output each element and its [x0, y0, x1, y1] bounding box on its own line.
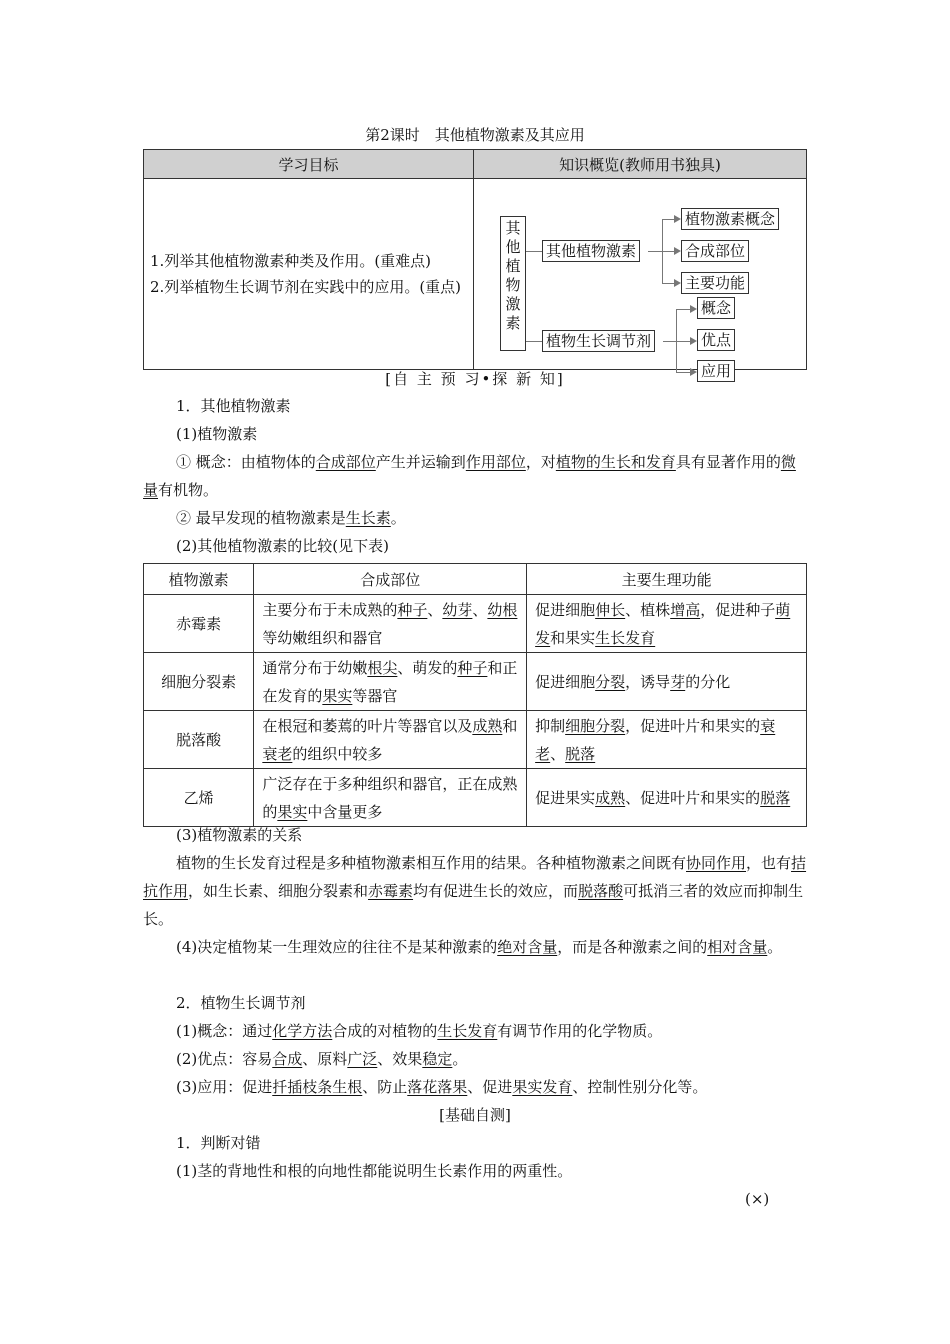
arrow-icon — [690, 305, 697, 313]
connector — [662, 219, 674, 220]
answer: 脱落 — [565, 744, 596, 763]
main-function — [527, 653, 807, 711]
text: (3)应用：促进 — [176, 1078, 273, 1096]
answer: 细胞分裂 — [565, 716, 626, 735]
answer: 分裂 — [595, 672, 626, 691]
answer: 成熟 — [472, 716, 503, 735]
main-function — [527, 769, 807, 827]
subheading-plant-hormones: (1)植物激素 — [176, 425, 258, 443]
item-reg-concept: 概念 — [697, 297, 735, 319]
text: 。 — [390, 509, 406, 527]
answer: 绝对含量 — [497, 938, 558, 956]
text: 、控制性别分化等。 — [572, 1078, 708, 1096]
answer: 植物的生长和发育 — [555, 453, 676, 471]
text: 促进果实 — [535, 788, 596, 807]
relative-content-paragraph — [143, 933, 807, 961]
test-heading: [基础自测] — [439, 1106, 511, 1124]
answer: 萌发 — [535, 600, 791, 647]
text: 和 — [502, 716, 518, 735]
synthesis-site — [254, 653, 527, 711]
knowledge-diagram — [474, 179, 807, 380]
text: 具有显著作用的 — [675, 453, 781, 471]
answer: 果实 — [277, 802, 308, 821]
text: ① 概念：由植物体的 — [176, 453, 316, 471]
table-row — [144, 769, 807, 827]
text: 和果实 — [550, 628, 596, 647]
synthesis-site — [254, 769, 527, 827]
text: 、效果 — [377, 1050, 423, 1068]
hormone-name: 乙烯 — [144, 769, 254, 827]
item-reg-application: 应用 — [697, 360, 735, 382]
text: 的分化 — [685, 672, 731, 691]
answer: 脱落酸 — [578, 882, 624, 900]
answer: 赤霉素 — [368, 882, 414, 900]
text: 、防止 — [362, 1078, 408, 1096]
connector — [526, 341, 542, 342]
item-synthesis-site: 合成部位 — [681, 240, 749, 262]
question-1: (1)茎的背地性和根的向地性都能说明生长素作用的两重性。 — [176, 1162, 573, 1180]
text: (1)概念：通过 — [176, 1022, 273, 1040]
relationship-paragraph — [143, 849, 807, 933]
overview-header: 知识概览(教师用书独具) — [474, 150, 807, 179]
text: 。 — [767, 938, 783, 956]
answer: 合成 — [272, 1050, 303, 1068]
text: 、促进叶片和果实的 — [625, 788, 761, 807]
text: 、 — [472, 600, 488, 619]
answer: 幼芽 — [442, 600, 473, 619]
page-title: 第2课时 其他植物激素及其应用 — [365, 126, 585, 144]
arrow-icon — [674, 215, 681, 223]
answer: 扦插枝条生根 — [272, 1078, 363, 1096]
answer: 种子 — [457, 658, 488, 677]
hormone-name: 细胞分裂素 — [144, 653, 254, 711]
text: 主要分布于未成熟的 — [262, 600, 398, 619]
text: 有机物。 — [158, 481, 219, 499]
text: 的组织中较多 — [292, 744, 383, 763]
connector — [526, 251, 542, 252]
connector — [648, 251, 662, 252]
text: 通常分布于幼嫩 — [262, 658, 368, 677]
table-row — [144, 711, 807, 769]
main-function — [527, 595, 807, 653]
table-row — [144, 653, 807, 711]
regulator-advantages — [143, 1045, 807, 1073]
answer: 衰老 — [262, 744, 293, 763]
answer: 合成部位 — [315, 453, 376, 471]
text: ，对 — [525, 453, 556, 471]
col-header: 主要生理功能 — [527, 564, 807, 595]
text: ，诱导 — [625, 672, 671, 691]
answer: 相对含量 — [707, 938, 768, 956]
heading-regulators: 2．植物生长调节剂 — [176, 994, 306, 1012]
text: 有调节作用的化学物质。 — [497, 1022, 663, 1040]
text: 促进细胞 — [535, 600, 596, 619]
answer: 幼根 — [487, 600, 518, 619]
text: ，如生长素、细胞分裂素和 — [188, 882, 369, 900]
hormone-comparison-table — [143, 563, 807, 827]
first-hormone-paragraph — [143, 504, 807, 532]
diagram-root — [500, 216, 526, 351]
answer: 种子 — [397, 600, 428, 619]
text: (2)优点：容易 — [176, 1050, 273, 1068]
learning-goals — [144, 179, 474, 370]
text: ，也有 — [746, 854, 792, 872]
text: 促进细胞 — [535, 672, 596, 691]
text: 植物的生长发育过程是多种植物激素相互作用的结果。各种植物激素之间既有 — [176, 854, 687, 872]
answer: 协同作用 — [686, 854, 747, 872]
answer: 生长发育 — [437, 1022, 498, 1040]
text: 、萌发的 — [397, 658, 458, 677]
answer: 脱落 — [760, 788, 791, 807]
answer: 芽 — [670, 672, 686, 691]
answer: 落花落果 — [407, 1078, 468, 1096]
hormone-name: 赤霉素 — [144, 595, 254, 653]
text: 在根冠和萎蔫的叶片等器官以及 — [262, 716, 473, 735]
concept-paragraph — [143, 448, 807, 504]
text: 、植株 — [625, 600, 671, 619]
answer: 伸长 — [595, 600, 626, 619]
text: 抑制 — [535, 716, 566, 735]
answer: 生长素 — [345, 509, 391, 527]
synthesis-site — [254, 595, 527, 653]
branch-hormones: 其他植物激素 — [542, 240, 640, 262]
arrow-icon — [674, 247, 681, 255]
connector — [676, 309, 690, 310]
text: 均有促进生长的效应，而 — [413, 882, 579, 900]
branch-regulators: 植物生长调节剂 — [542, 330, 655, 352]
arrow-icon — [674, 279, 681, 287]
item-concept: 植物激素概念 — [681, 208, 779, 230]
objectives-header: 学习目标 — [144, 150, 474, 179]
text: 、 — [550, 744, 566, 763]
text: 可抵消三者的效应而抑制生长。 — [143, 882, 804, 928]
connector — [676, 341, 690, 342]
goal-2: 2.列举植物生长调节剂在实践中的应用。(重点) — [150, 278, 462, 296]
subheading-comparison: (2)其他植物激素的比较(见下表) — [176, 537, 389, 555]
col-header: 合成部位 — [254, 564, 527, 595]
text: 等器官 — [352, 686, 398, 705]
connector — [662, 283, 674, 284]
table-row — [144, 595, 807, 653]
synthesis-site — [254, 711, 527, 769]
hormone-name: 脱落酸 — [144, 711, 254, 769]
subheading-relationship: (3)植物激素的关系 — [176, 826, 303, 844]
answer: 根尖 — [367, 658, 398, 677]
answer: 化学方法 — [272, 1022, 333, 1040]
heading-other-hormones: 1．其他植物激素 — [176, 397, 291, 415]
text: ，而是各种激素之间的 — [557, 938, 708, 956]
text: 、原料 — [302, 1050, 348, 1068]
answer-1: (×) — [745, 1190, 770, 1208]
main-function — [527, 711, 807, 769]
text: (4)决定植物某一生理效应的往往不是某种激素的 — [176, 938, 498, 956]
answer: 衰老 — [535, 716, 776, 763]
item-main-function: 主要功能 — [681, 272, 749, 294]
text: 、 — [427, 600, 443, 619]
item-reg-advantages: 优点 — [697, 329, 735, 351]
col-header: 植物激素 — [144, 564, 254, 595]
connector — [663, 341, 676, 342]
regulator-concept — [143, 1017, 807, 1045]
connector — [662, 251, 674, 252]
text: ，促进种子 — [700, 600, 776, 619]
text: 中含量更多 — [307, 802, 383, 821]
answer: 作用部位 — [465, 453, 526, 471]
answer: 果实 — [322, 686, 353, 705]
answer: 增高 — [670, 600, 701, 619]
text: 产生并运输到 — [375, 453, 466, 471]
regulator-application — [143, 1073, 807, 1101]
text: 合成的对植物的 — [332, 1022, 438, 1040]
text: 。 — [452, 1050, 468, 1068]
text: ② 最早发现的植物激素是 — [176, 509, 346, 527]
text: 和正在发育的 — [262, 658, 518, 705]
goal-1: 1.列举其他植物激素种类及作用。(重难点) — [150, 252, 432, 270]
section-heading: [自 主 预 习•探 新 知] — [385, 370, 565, 388]
arrow-icon — [690, 337, 697, 345]
answer: 拮抗作用 — [143, 854, 807, 900]
answer: 广泛 — [347, 1050, 378, 1068]
answer: 微量 — [143, 453, 796, 499]
true-false-heading: 1．判断对错 — [176, 1134, 261, 1152]
text: ，促进叶片和果实的 — [625, 716, 761, 735]
text: 等幼嫩组织和器官 — [262, 628, 383, 647]
answer: 成熟 — [595, 788, 626, 807]
answer: 稳定 — [422, 1050, 453, 1068]
answer: 生长发育 — [595, 628, 656, 647]
text: 、促进 — [467, 1078, 513, 1096]
text: 广泛存在于多种组织和器官，正在成熟的 — [262, 774, 518, 821]
answer: 果实发育 — [512, 1078, 573, 1096]
diagram-root-label: 其 他 植 物 激 素 — [505, 219, 521, 332]
